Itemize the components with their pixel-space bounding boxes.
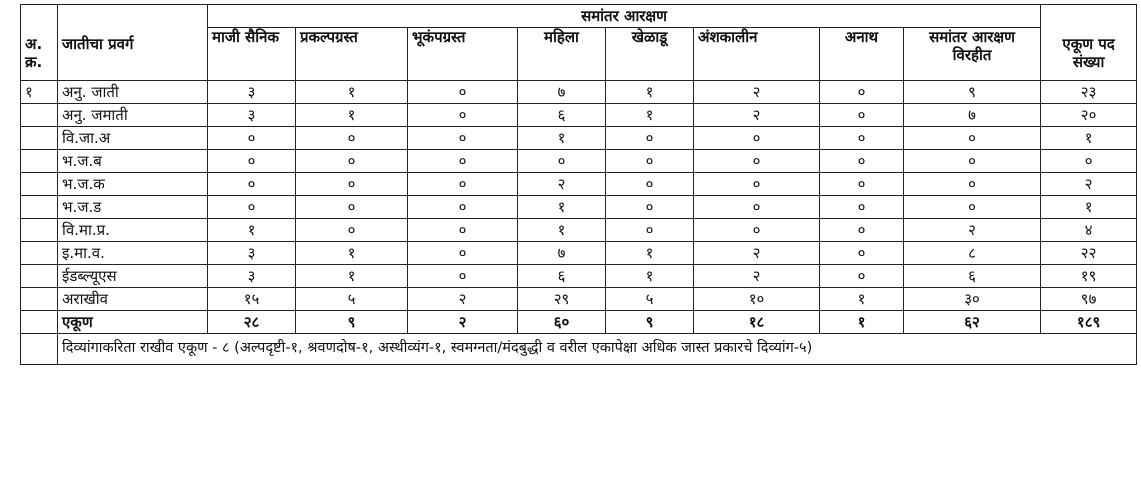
row-value: १ xyxy=(606,104,694,127)
row-value: ० xyxy=(1041,150,1137,173)
note-sr-empty xyxy=(21,334,58,365)
header-without-parallel: समांतर आरक्षण विरहीत xyxy=(904,28,1041,81)
total-value: १ xyxy=(820,311,904,334)
row-value: १ xyxy=(518,127,606,150)
row-value: १ xyxy=(1041,196,1137,219)
row-sr-no: १ xyxy=(21,81,58,104)
row-sr-no xyxy=(21,265,58,288)
row-value: २० xyxy=(1041,104,1137,127)
row-sr-no xyxy=(21,288,58,311)
row-value: २ xyxy=(518,173,606,196)
table-row xyxy=(21,81,1137,104)
header-women: महिला xyxy=(518,28,606,81)
row-value: ० xyxy=(606,127,694,150)
row-value: ९ xyxy=(904,81,1041,104)
table-row xyxy=(21,242,1137,265)
row-value: ० xyxy=(694,173,820,196)
row-value: १ xyxy=(518,219,606,242)
row-value: ० xyxy=(820,219,904,242)
row-value: ४ xyxy=(1041,219,1137,242)
row-value: २ xyxy=(904,219,1041,242)
row-value: ० xyxy=(606,150,694,173)
row-value: १ xyxy=(296,104,408,127)
row-category: वि.जा.अ xyxy=(58,127,208,150)
total-value: ९ xyxy=(296,311,408,334)
total-value: १८ xyxy=(694,311,820,334)
row-value: ० xyxy=(296,173,408,196)
row-sr-no xyxy=(21,242,58,265)
row-value: ७ xyxy=(904,104,1041,127)
row-value: ६ xyxy=(518,104,606,127)
note-row xyxy=(21,334,1137,365)
row-value: ० xyxy=(408,150,518,173)
header-project-affected: प्रकल्पग्रस्त xyxy=(296,28,408,81)
row-value: १ xyxy=(820,288,904,311)
total-value: १८९ xyxy=(1041,311,1137,334)
row-value: १ xyxy=(296,265,408,288)
total-value: २८ xyxy=(208,311,296,334)
row-sr-no xyxy=(21,173,58,196)
row-value: १ xyxy=(296,81,408,104)
row-value: ६ xyxy=(518,265,606,288)
row-value: ० xyxy=(408,104,518,127)
row-value: ० xyxy=(694,150,820,173)
row-value: २ xyxy=(694,242,820,265)
row-value: ० xyxy=(208,150,296,173)
row-value: ० xyxy=(208,127,296,150)
table-row xyxy=(21,127,1137,150)
row-value: ९७ xyxy=(1041,288,1137,311)
row-value: १५ xyxy=(208,288,296,311)
row-value: ० xyxy=(904,173,1041,196)
row-value: ५ xyxy=(606,288,694,311)
row-value: ३ xyxy=(208,265,296,288)
row-value: ७ xyxy=(518,81,606,104)
row-category: अराखीव xyxy=(58,288,208,311)
row-category: अनु. जाती xyxy=(58,81,208,104)
row-value: ० xyxy=(518,150,606,173)
header-sr-no: अ. क्र. xyxy=(21,5,58,81)
row-value: ३ xyxy=(208,81,296,104)
total-value: ६२ xyxy=(904,311,1041,334)
row-value: ० xyxy=(820,265,904,288)
row-sr-no xyxy=(21,150,58,173)
row-category: वि.मा.प्र. xyxy=(58,219,208,242)
row-value: ५ xyxy=(296,288,408,311)
header-ex-servicemen: माजी सैनिक xyxy=(208,28,296,81)
row-value: ३ xyxy=(208,242,296,265)
row-value: १ xyxy=(1041,127,1137,150)
row-value: १९ xyxy=(1041,265,1137,288)
row-category: इ.मा.व. xyxy=(58,242,208,265)
row-value: ० xyxy=(296,219,408,242)
row-value: ० xyxy=(820,242,904,265)
row-value: ० xyxy=(408,219,518,242)
row-value: २ xyxy=(1041,173,1137,196)
row-category: भ.ज.क xyxy=(58,173,208,196)
row-value: ० xyxy=(408,196,518,219)
row-value: ० xyxy=(694,196,820,219)
row-value: ० xyxy=(296,150,408,173)
total-label: एकूण xyxy=(58,311,208,334)
total-sr-empty xyxy=(21,311,58,334)
row-category: ईडब्ल्यूएस xyxy=(58,265,208,288)
row-value: ० xyxy=(408,265,518,288)
disabled-reservation-note: दिव्यांगाकरिता राखीव एकूण - ८ (अल्पदृष्टी-१, श्रवणदोष-१, अस्थीव्यंग-१, स्वमग्नता/मंदबुद्धी व वरील एकापेक्षा अधिक जास्त प्रकारचे दिव्यांग-५) xyxy=(58,334,1137,365)
total-row xyxy=(21,311,1137,334)
table-row xyxy=(21,173,1137,196)
row-value: ० xyxy=(820,127,904,150)
total-value: ६० xyxy=(518,311,606,334)
row-value: ० xyxy=(296,196,408,219)
table-row xyxy=(21,219,1137,242)
row-sr-no xyxy=(21,104,58,127)
row-value: २ xyxy=(694,104,820,127)
row-value: १ xyxy=(606,265,694,288)
row-value: ० xyxy=(904,196,1041,219)
row-value: २९ xyxy=(518,288,606,311)
row-sr-no xyxy=(21,196,58,219)
row-value: ० xyxy=(820,196,904,219)
row-value: ० xyxy=(820,104,904,127)
header-category: जातीचा प्रवर्ग xyxy=(58,5,208,81)
header-total-posts: एकूण पद संख्या xyxy=(1041,5,1137,81)
total-value: २ xyxy=(408,311,518,334)
row-value: ८ xyxy=(904,242,1041,265)
header-earthquake-affected: भूकंपग्रस्त xyxy=(408,28,518,81)
row-value: ७ xyxy=(518,242,606,265)
row-value: ० xyxy=(208,173,296,196)
header-sports: खेळाडू xyxy=(606,28,694,81)
table-row xyxy=(21,104,1137,127)
row-value: ० xyxy=(408,81,518,104)
row-value: ३० xyxy=(904,288,1041,311)
row-value: ० xyxy=(606,219,694,242)
row-value: ० xyxy=(694,219,820,242)
row-category: भ.ज.ब xyxy=(58,150,208,173)
header-orphan: अनाथ xyxy=(820,28,904,81)
row-value: ६ xyxy=(904,265,1041,288)
row-value: २३ xyxy=(1041,81,1137,104)
row-value: ० xyxy=(820,173,904,196)
row-category: अनु. जमाती xyxy=(58,104,208,127)
row-value: ० xyxy=(820,81,904,104)
row-value: २ xyxy=(694,81,820,104)
row-category: भ.ज.ड xyxy=(58,196,208,219)
row-value: २ xyxy=(408,288,518,311)
header-part-time: अंशकालीन xyxy=(694,28,820,81)
row-value: ० xyxy=(408,173,518,196)
header-parallel-reservation: समांतर आरक्षण xyxy=(208,5,1041,28)
reservation-table xyxy=(20,4,1137,365)
row-sr-no xyxy=(21,127,58,150)
row-value: १० xyxy=(694,288,820,311)
table-body xyxy=(21,81,1137,365)
row-value: ० xyxy=(606,196,694,219)
row-value: १ xyxy=(518,196,606,219)
row-value: १ xyxy=(606,81,694,104)
table-row xyxy=(21,288,1137,311)
row-value: ० xyxy=(408,242,518,265)
table-row xyxy=(21,196,1137,219)
row-value: ० xyxy=(606,173,694,196)
row-value: १ xyxy=(296,242,408,265)
row-value: २ xyxy=(694,265,820,288)
row-value: २२ xyxy=(1041,242,1137,265)
row-value: ० xyxy=(296,127,408,150)
row-value: ० xyxy=(820,150,904,173)
total-value: ९ xyxy=(606,311,694,334)
row-value: ० xyxy=(408,127,518,150)
row-value: ० xyxy=(208,196,296,219)
row-value: ० xyxy=(904,127,1041,150)
table-row xyxy=(21,150,1137,173)
table-row xyxy=(21,265,1137,288)
row-value: ० xyxy=(904,150,1041,173)
row-value: ० xyxy=(694,127,820,150)
row-value: ३ xyxy=(208,104,296,127)
row-value: १ xyxy=(208,219,296,242)
row-value: १ xyxy=(606,242,694,265)
row-sr-no xyxy=(21,219,58,242)
